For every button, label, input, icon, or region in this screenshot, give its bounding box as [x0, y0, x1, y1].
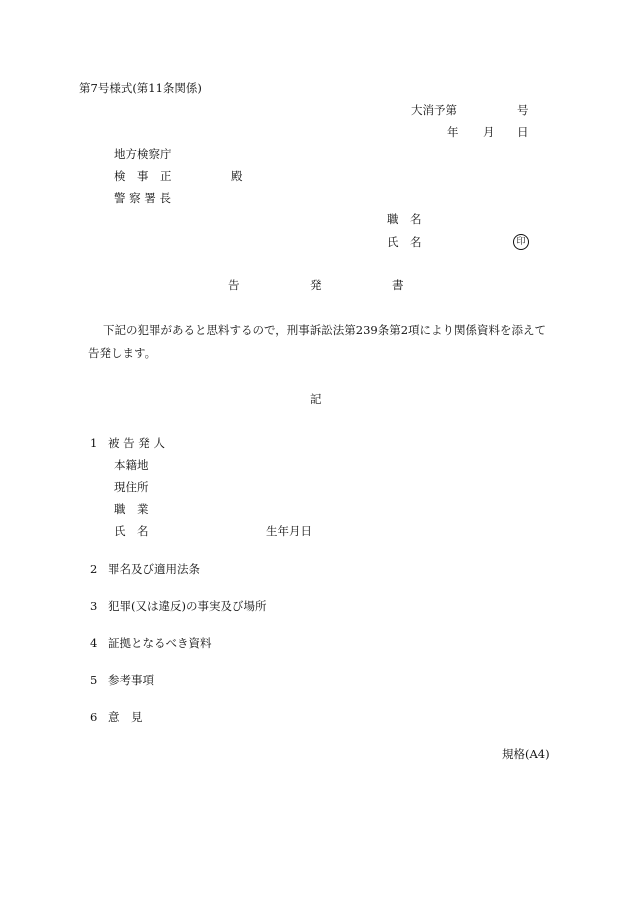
addressee-police: 警 察 署 長 — [114, 191, 171, 205]
title-char-2: 発 — [310, 278, 322, 292]
date-month: 月 — [483, 125, 495, 139]
item-label: 犯罪(又は違反)の事実及び場所 — [108, 599, 267, 613]
sender-name-label: 氏 名 — [387, 235, 422, 249]
addressee-prosecutor: 検 事 正 — [114, 169, 172, 183]
doc-number-prefix: 大消予第 — [411, 103, 457, 117]
form-header-label: 第7号様式(第11条関係) — [79, 81, 202, 95]
accused-name-label: 氏 名 — [114, 524, 149, 538]
accused-domicile-label: 本籍地 — [114, 458, 149, 472]
ki-heading: 記 — [310, 392, 322, 406]
body-line-2: 告発します。 — [88, 346, 157, 360]
addressee-office: 地方検察庁 — [114, 147, 172, 161]
sender-title-label: 職 名 — [387, 212, 422, 226]
date-day: 日 — [517, 125, 529, 139]
accused-birthdate-label: 生年月日 — [266, 524, 312, 538]
footer-spec: 規格(A4) — [502, 747, 550, 761]
item-number: 4 — [90, 636, 98, 650]
item-label: 証拠となるべき資料 — [108, 636, 212, 650]
item-label: 参考事項 — [108, 673, 154, 687]
item-label: 罪名及び適用法条 — [108, 562, 200, 576]
doc-number-suffix: 号 — [517, 103, 529, 117]
date-year: 年 — [447, 125, 459, 139]
item-number: 1 — [90, 436, 98, 450]
accused-occupation-label: 職 業 — [114, 502, 149, 516]
item-number: 3 — [90, 599, 98, 613]
addressee-honorific: 殿 — [231, 169, 243, 183]
item-number: 2 — [90, 562, 98, 576]
title-char-3: 書 — [392, 278, 404, 292]
item-label: 意 見 — [108, 710, 143, 724]
body-line-1: 下記の犯罪があると思料するので，刑事訴訟法第239条第2項により関係資料を添えて — [103, 323, 547, 337]
item-label: 被 告 発 人 — [108, 436, 165, 450]
item-number: 5 — [90, 673, 98, 687]
title-char-1: 告 — [228, 278, 240, 292]
seal-icon: 印 — [513, 234, 529, 250]
item-number: 6 — [90, 710, 98, 724]
accused-address-label: 現住所 — [114, 480, 149, 494]
